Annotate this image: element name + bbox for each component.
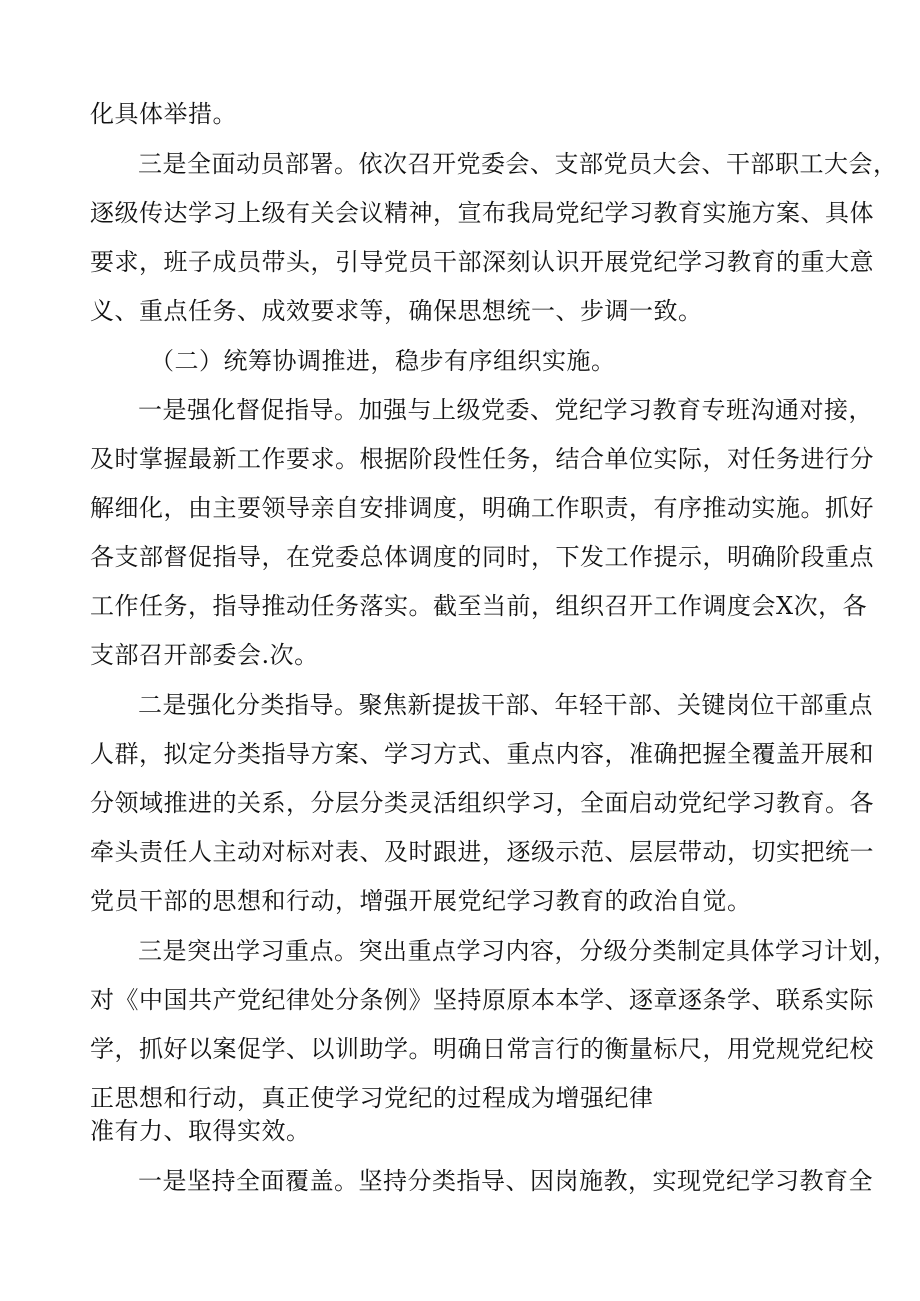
text-line-16: 牵头责任人主动对标对表、及时跟进，逐级示范、层层带动，切实把统一 (90, 838, 874, 866)
text-line-19: 对《中国共产党纪律处分条例》坚持原原本本学、逐章逐条学、联系实际 (90, 986, 874, 1014)
text-line-22: 准有力、取得实效。 (90, 1117, 311, 1145)
text-line-1: 化具体举措。 (90, 100, 237, 128)
text-line-11: 工作任务，指导推动任务落实。截至当前，组织召开工作调度会X次，各 (90, 592, 868, 620)
text-line-23: 一是坚持全面覆盖。坚持分类指导、因岗施教，实现党纪学习教育全 (138, 1167, 873, 1195)
text-line-3: 逐级传达学习上级有关会议精神，宣布我局党纪学习教育实施方案、具体 (90, 199, 874, 227)
text-line-5: 义、重点任务、成效要求等，确保思想统一、步调一致。 (90, 297, 703, 325)
text-line-7: 一是强化督促指导。加强与上级党委、党纪学习教育专班沟通对接， (138, 396, 873, 424)
text-line-15: 分领域推进的关系，分层分类灵活组织学习，全面启动党纪学习教育。各 (90, 789, 874, 817)
text-line-2: 三是全面动员部署。依次召开党委会、支部党员大会、干部职工大会， (138, 150, 898, 178)
text-line-21: 正思想和行动，真正使学习党纪的过程成为增强纪律 (90, 1084, 654, 1112)
section-heading: （二）统筹协调推进，稳步有序组织实施。 (150, 347, 616, 375)
text-line-13: 二是强化分类指导。聚焦新提拔干部、年轻干部、关键岗位干部重点 (138, 691, 873, 719)
text-line-9: 解细化，由主要领导亲自安排调度，明确工作职责，有序推动实施。抓好 (90, 494, 874, 522)
text-line-14: 人群，拟定分类指导方案、学习方式、重点内容，准确把握全覆盖开展和 (90, 740, 874, 768)
text-line-17: 党员干部的思想和行动，增强开展党纪学习教育的政治自觉。 (90, 887, 752, 915)
text-line-20: 学，抓好以案促学、以训助学。明确日常言行的衡量标尺，用党规党纪校 (90, 1035, 874, 1063)
text-line-8: 及时掌握最新工作要求。根据阶段性任务，结合单位实际，对任务进行分 (90, 445, 874, 473)
text-line-4: 要求，班子成员带头，引导党员干部深刻认识开展党纪学习教育的重大意 (90, 248, 874, 276)
text-line-18: 三是突出学习重点。突出重点学习内容，分级分类制定具体学习计划， (138, 937, 898, 965)
text-line-10: 各支部督促指导，在党委总体调度的同时，下发工作提示，明确阶段重点 (90, 543, 874, 571)
text-line-12: 支部召开部委会.次。 (90, 641, 319, 669)
